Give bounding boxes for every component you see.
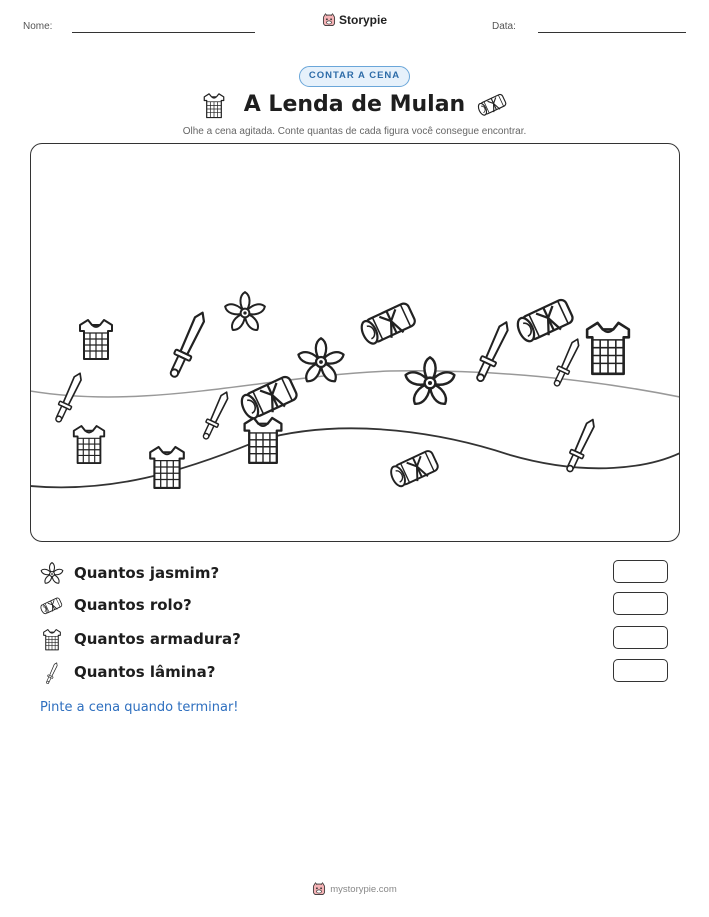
answer-box[interactable]	[613, 626, 668, 649]
activity-badge: CONTAR A CENA	[299, 66, 410, 87]
coloring-note: Pinte a cena quando terminar!	[40, 700, 239, 715]
blade-figure	[165, 309, 210, 380]
scene-panel	[30, 143, 680, 542]
armor-icon	[39, 628, 65, 652]
question-row	[39, 626, 679, 654]
question-text: Quantos jasmim?	[74, 564, 220, 582]
date-field[interactable]	[538, 32, 686, 33]
hill-line-back	[30, 370, 680, 396]
armor-figure	[587, 322, 629, 373]
blade-figure	[199, 389, 232, 441]
blade-icon	[35, 657, 69, 690]
footer-url[interactable]: mystorypie.com	[330, 883, 397, 895]
name-label: Nome:	[23, 21, 53, 32]
jasmine-figure	[403, 357, 455, 407]
jasmine-icon	[39, 562, 65, 586]
brand-logo	[0, 13, 709, 30]
answer-box[interactable]	[613, 659, 668, 682]
scroll-icon	[39, 594, 65, 618]
blade-figure	[51, 370, 85, 424]
answer-box[interactable]	[613, 560, 668, 583]
jasmine-figure	[223, 292, 266, 332]
footer	[0, 882, 709, 899]
armor-figure	[80, 320, 112, 359]
question-row	[39, 659, 679, 687]
brand-name: Storypie	[338, 13, 387, 27]
scene-illustration	[30, 143, 680, 542]
armor-figure	[150, 447, 184, 488]
question-row	[39, 560, 679, 588]
pig-logo-icon	[312, 882, 326, 896]
scroll-figure	[388, 449, 440, 490]
question-text: Quantos rolo?	[74, 596, 192, 614]
armor-figure	[73, 426, 103, 463]
blade-figure	[562, 416, 599, 474]
scroll-figure	[514, 298, 575, 346]
instructions: Olhe a cena agitada. Conte quantas de cada figura você consegue encontrar.	[182, 126, 527, 137]
date-label: Data:	[492, 21, 516, 32]
answer-box[interactable]	[613, 592, 668, 615]
jasmine-figure	[296, 338, 344, 384]
page-title: A Lenda de Mulan	[243, 92, 466, 117]
question-text: Quantos armadura?	[74, 630, 241, 648]
pig-logo-icon	[322, 13, 336, 27]
scroll-icon	[476, 91, 510, 119]
armor-figure	[244, 418, 281, 463]
scroll-figure	[358, 301, 417, 347]
question-row	[39, 592, 679, 620]
name-field[interactable]	[72, 32, 255, 33]
question-text: Quantos lâmina?	[74, 663, 216, 681]
